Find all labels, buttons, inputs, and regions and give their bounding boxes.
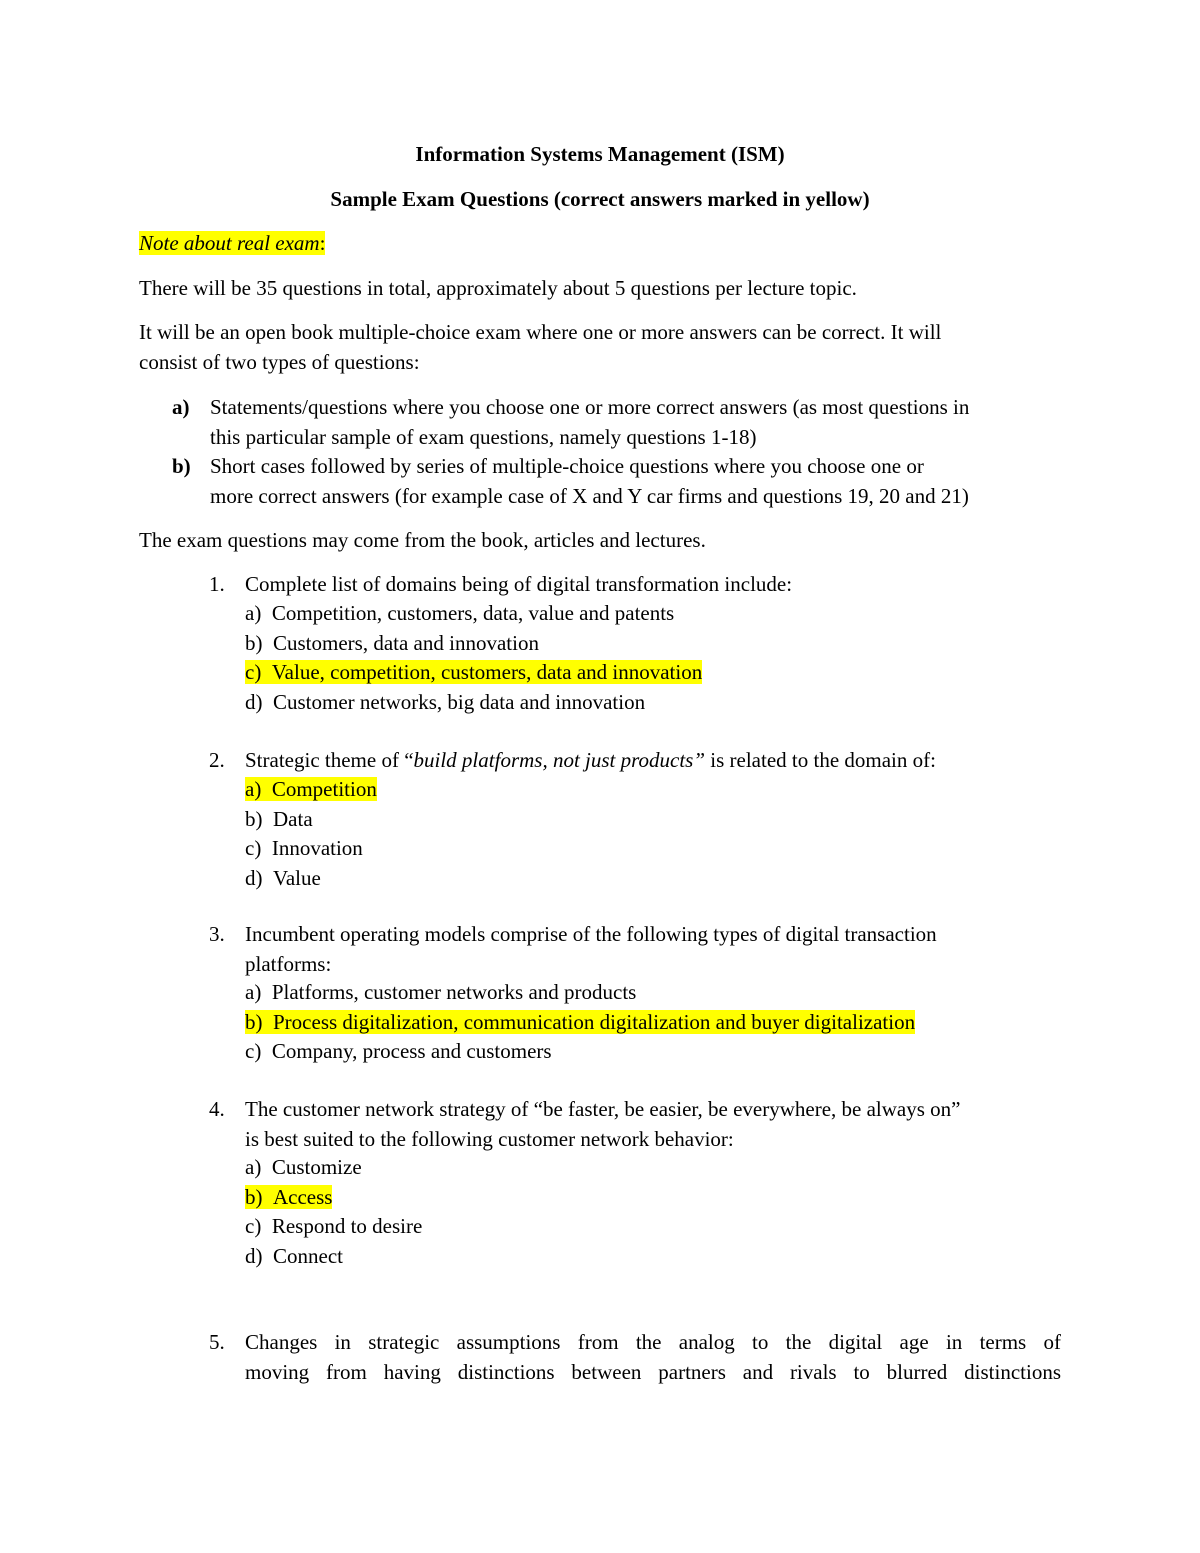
question-3 — [209, 920, 1064, 979]
question-type-a — [172, 393, 1072, 452]
option-label: a) — [245, 1155, 262, 1179]
question-text-after: is related to the domain of: — [705, 748, 936, 772]
option-text: Value, competition, customers, data and innovation — [271, 660, 703, 684]
option — [245, 629, 702, 659]
question-2-options — [245, 775, 377, 893]
option-correct — [245, 658, 702, 688]
option-label: c) — [245, 1214, 262, 1238]
intro-paragraph-2-line-1: It will be an open book multiple-choice exam where one or more answers can be correct. It will — [139, 320, 942, 344]
option-text: Customer networks, big data and innovation — [273, 689, 646, 714]
option — [245, 978, 915, 1008]
question-text-line-2: moving from having distinctions between partners and rivals to blurred distinctions — [245, 1359, 1061, 1384]
option-correct — [245, 1008, 915, 1038]
option-text: Competition — [271, 777, 377, 801]
question-3-options — [245, 978, 915, 1067]
question-type-b-line-1: Short cases followed by series of multiple-choice questions where you choose one or — [210, 454, 924, 478]
option-label: b) — [245, 1009, 263, 1034]
option-text: Access — [273, 1184, 333, 1209]
option-text: Competition, customers, data, value and patents — [271, 601, 675, 625]
question-text-line-2: platforms: — [245, 951, 332, 976]
option-label: c) — [245, 660, 262, 684]
question-text-line-2: is best suited to the following customer network behavior: — [245, 1126, 734, 1151]
option-text: Innovation — [271, 836, 363, 860]
option — [245, 599, 702, 629]
option-text: Company, process and customers — [271, 1039, 552, 1063]
intro-paragraph-1: There will be 35 questions in total, approximately about 5 questions per lecture topic. — [139, 276, 857, 300]
question-number: 1. — [209, 572, 225, 596]
option-label: d) — [245, 1243, 263, 1268]
question-4 — [209, 1095, 1064, 1154]
option-text: Platforms, customer networks and products — [271, 980, 637, 1004]
option — [245, 1212, 422, 1242]
note-heading — [139, 229, 1064, 259]
option-label: d) — [245, 865, 263, 890]
option-correct — [245, 775, 377, 805]
option-label: c) — [245, 1039, 262, 1063]
question-4-options — [245, 1153, 422, 1271]
option-label: a) — [245, 601, 262, 625]
option-text: Connect — [273, 1243, 343, 1268]
note-colon: : — [319, 231, 326, 255]
question-2 — [209, 746, 1064, 776]
option-label: a) — [245, 777, 262, 801]
option-text: Process digitalization, communication digitalization and buyer digitalization — [273, 1009, 916, 1034]
option — [245, 834, 377, 864]
question-number: 2. — [209, 748, 225, 772]
option-label: b) — [245, 630, 263, 655]
intro-paragraph-3: The exam questions may come from the book, articles and lectures. — [139, 528, 706, 552]
question-number: 4. — [209, 1097, 225, 1121]
question-5 — [209, 1328, 1064, 1387]
question-type-b — [172, 452, 1072, 511]
option — [245, 1242, 422, 1272]
question-type-b-label: b) — [172, 454, 191, 478]
question-type-a-line-2: this particular sample of exam questions, namely questions 1-18) — [210, 424, 757, 449]
question-type-a-label: a) — [172, 395, 190, 419]
option — [245, 1037, 915, 1067]
question-type-a-line-1: Statements/questions where you choose one or more correct answers (as most questions in — [210, 395, 970, 419]
option-correct — [245, 1183, 422, 1213]
option-label: d) — [245, 689, 263, 714]
question-text-line-1: The customer network strategy of “be faster, be easier, be everywhere, be always on” — [245, 1097, 961, 1121]
document-subtitle: Sample Exam Questions (correct answers marked in yellow) — [330, 187, 870, 211]
document-title: Information Systems Management (ISM) — [415, 142, 785, 166]
note-label: Note about real exam — [139, 231, 320, 255]
option-text: Customers, data and innovation — [273, 630, 539, 655]
question-1-options — [245, 599, 702, 717]
option-text: Respond to desire — [271, 1214, 423, 1238]
question-1 — [209, 570, 1064, 600]
option-label: b) — [245, 806, 263, 831]
option-text: Value — [273, 865, 321, 890]
option-text: Data — [273, 806, 313, 831]
question-text-italic: build platforms, not just products” — [413, 748, 706, 772]
option-label: b) — [245, 1184, 263, 1209]
question-text-line-1: Incumbent operating models comprise of the following types of digital transaction — [245, 922, 937, 946]
intro-paragraph-2-line-2: consist of two types of questions: — [139, 349, 420, 374]
question-text-line-1: Changes in strategic assumptions from the analog to the digital age in terms of — [245, 1330, 1061, 1354]
question-text — [245, 746, 936, 776]
option — [245, 864, 377, 894]
question-number: 5. — [209, 1330, 225, 1354]
question-types-list — [172, 393, 1072, 511]
question-text: Complete list of domains being of digital transformation include: — [245, 572, 793, 596]
question-type-b-line-2: more correct answers (for example case of X and Y car firms and questions 19, 20 and 21) — [210, 483, 969, 508]
option-label: c) — [245, 836, 262, 860]
option-text: Customize — [271, 1155, 362, 1179]
option-label: a) — [245, 980, 262, 1004]
option — [245, 1153, 422, 1183]
option — [245, 688, 702, 718]
question-number: 3. — [209, 922, 225, 946]
question-text-before: Strategic theme of “ — [245, 748, 414, 772]
option — [245, 805, 377, 835]
intro-paragraph-2 — [139, 318, 1064, 377]
